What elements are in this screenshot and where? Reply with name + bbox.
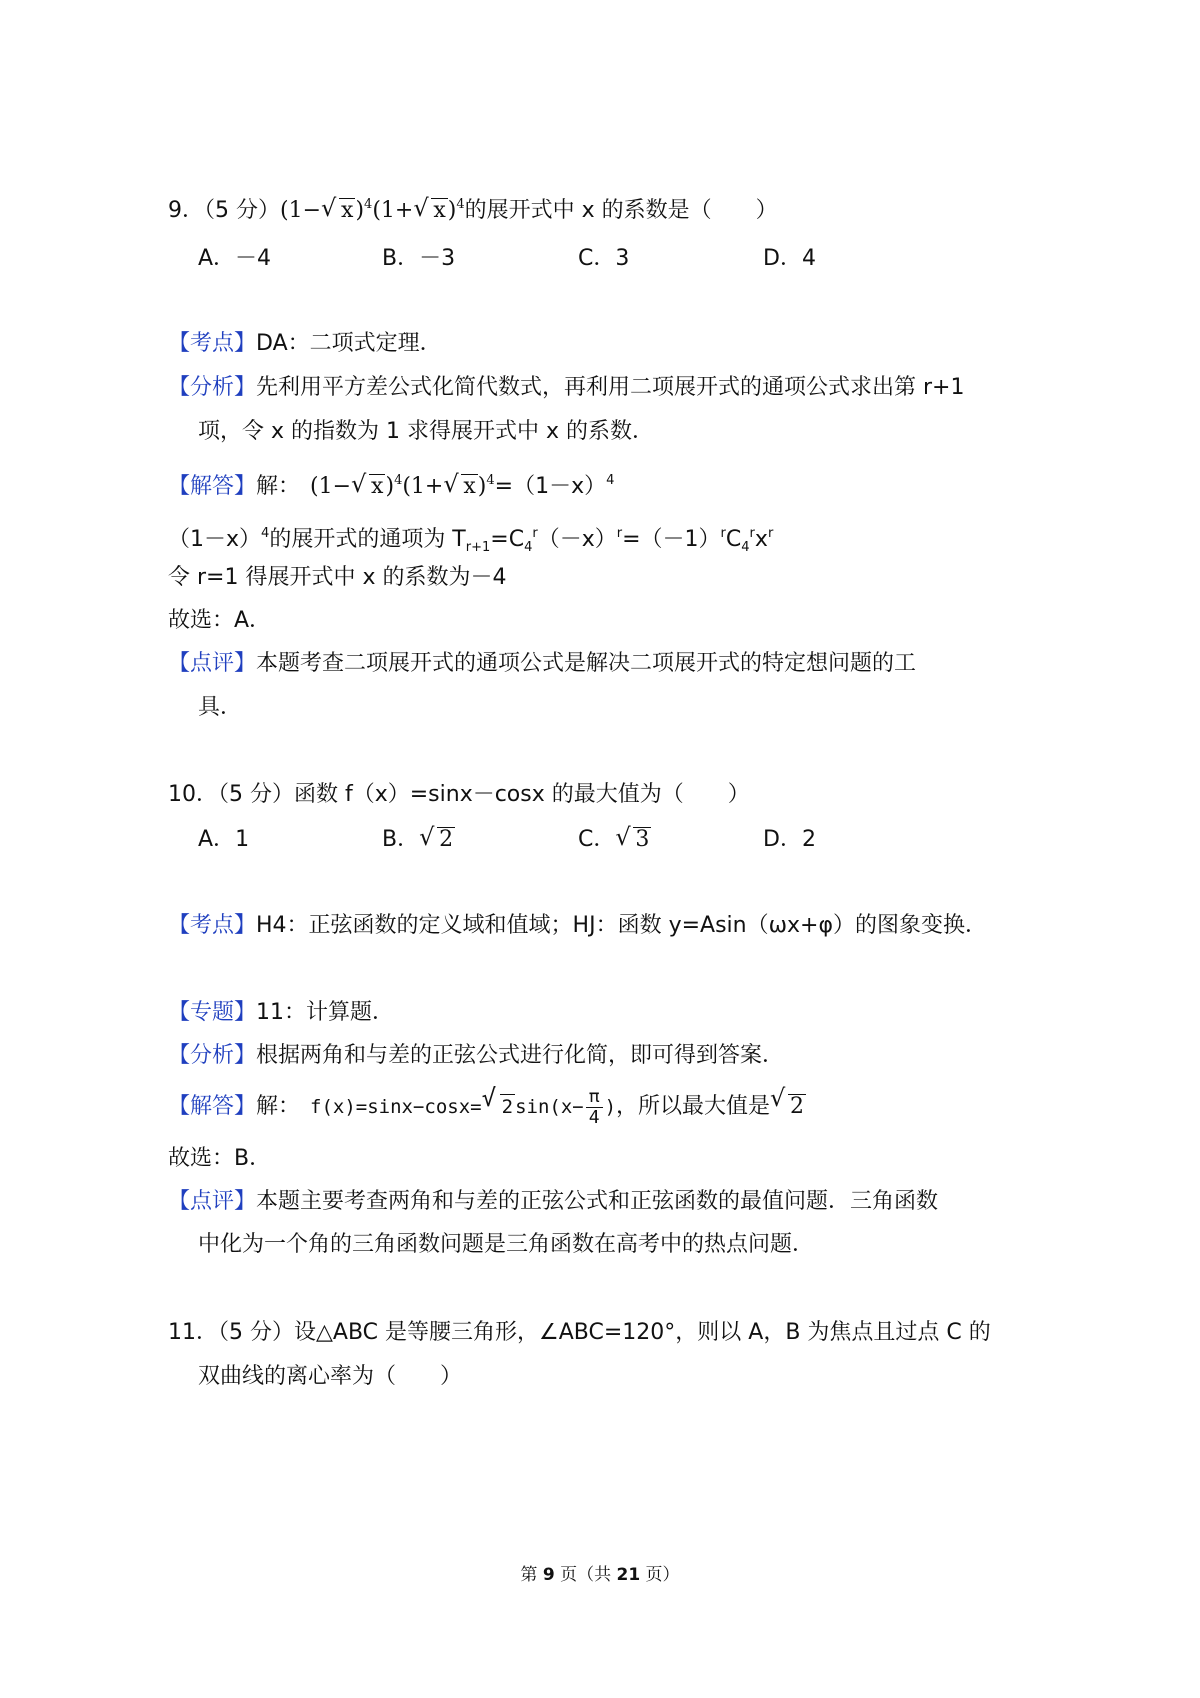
q10-kaodian: 【考点】H4：正弦函数的定义域和值域；HJ：函数 y=Asin（ωx+φ）的图象变换．: [168, 913, 987, 938]
q9-jieda: 【解答】解： (1− √ x)$^4$(1+ √ $x)^4=(1-x)^4$: [168, 466, 614, 502]
q9-option-c: C．3: [578, 246, 630, 271]
q9-option-d: D．4: [763, 246, 816, 271]
q9-number: 9．（5 分）: [168, 198, 280, 223]
q10-option-b: B． √ 2: [382, 825, 455, 855]
kaodian-tag: 【考点】: [168, 913, 257, 938]
q10-option-c: C． √ 3: [578, 825, 651, 855]
q9-expression: (1− √ x)$^4$(1+ √ x)$^4$: [280, 198, 465, 223]
sqrt-icon: √ x: [443, 470, 476, 499]
q10-answer: 故选：B．: [168, 1146, 272, 1171]
q9-general-term: $(1-x)^4$的展开式的通项为 $T_{r+1}=C_4^r(-x)^r=(-1)^rC_4^rx^r$: [168, 526, 774, 555]
sqrt-icon: √ x: [321, 194, 354, 223]
q10-jieda-expression: f(x)=sinx−cosx= √ 2 sin(x− $\frac{\pi}{4}$ ): [310, 1084, 617, 1128]
fraction: $\frac{\pi}{4}$: [586, 1087, 603, 1128]
q9-dianping-cont: 具．: [198, 695, 243, 720]
q9-jieda-expression: (1− √ x)$^4$(1+ √ x)$^4$: [310, 474, 495, 499]
jieda-tag: 【解答】: [168, 1094, 257, 1119]
q9-fenxi-cont: 项，令 x 的指数为 1 求得展开式中 x 的系数．: [198, 419, 654, 444]
q10-option-d: D．2: [763, 827, 816, 852]
sqrt-icon: √ x: [351, 470, 384, 499]
q9-fenxi: 【分析】先利用平方差公式化简代数式，再利用二项展开式的通项公式求出第 r+1: [168, 375, 965, 400]
q10-jieda: 【解答】解： f(x)=sinx−cosx= √ 2 sin(x− $\frac{\pi}{4}$ )，所以最大值是 √ 2: [168, 1084, 805, 1128]
q10-dianping-cont: 中化为一个角的三角函数问题是三角函数在高考中的热点问题．: [198, 1232, 815, 1257]
q10-option-a: A．1: [198, 827, 250, 852]
sqrt-icon: √ 2: [481, 1084, 514, 1118]
dianping-tag: 【点评】: [168, 1189, 257, 1214]
q9-kaodian: 【考点】DA：二项式定理．: [168, 331, 442, 356]
kaodian-tag: 【考点】: [168, 331, 257, 356]
jieda-tag: 【解答】: [168, 474, 257, 499]
q9-stem: 9．（5 分）(1− √ x)$^4$(1+ √ x)$^4$的展开式中 x 的系数是（ ）: [168, 190, 778, 226]
dianping-tag: 【点评】: [168, 651, 257, 676]
q10-dianping: 【点评】本题主要考查两角和与差的正弦公式和正弦函数的最值问题．三角函数: [168, 1189, 939, 1214]
zhuanti-tag: 【专题】: [168, 1000, 257, 1025]
q11-stem: 11．（5 分）设△ABC 是等腰三角形，∠ABC=120°，则以 A，B 为焦点且过点 C 的: [168, 1320, 991, 1345]
q10-fenxi: 【分析】根据两角和与差的正弦公式进行化简，即可得到答案．: [168, 1043, 785, 1068]
sqrt-icon: √ 2: [419, 823, 454, 852]
q10-zhuanti: 【专题】11：计算题．: [168, 1000, 395, 1025]
q9-option-a: A．－4: [198, 246, 272, 271]
page-number: 9: [542, 1565, 555, 1585]
q9-r-line: 令 r=1 得展开式中 x 的系数为－4: [168, 565, 507, 590]
sqrt-icon: √ x: [413, 194, 446, 223]
page-footer: 第 9 页（共 21 页）: [520, 1565, 680, 1585]
fenxi-tag: 【分析】: [168, 375, 257, 400]
q9-dianping: 【点评】本题考查二项展开式的通项公式是解决二项展开式的特定想问题的工: [168, 651, 917, 676]
q11-stem-cont: 双曲线的离心率为（ ）: [198, 1364, 463, 1389]
sqrt-icon: √ 3: [615, 823, 650, 852]
q9-option-b: B．－3: [382, 246, 456, 271]
q10-stem: 10．（5 分）函数 f（x）=sinx－cosx 的最大值为（ ）: [168, 782, 750, 807]
page-total: 21: [616, 1565, 641, 1585]
fenxi-tag: 【分析】: [168, 1043, 257, 1068]
q9-answer: 故选：A．: [168, 608, 272, 633]
sqrt-icon: √ 2: [770, 1084, 805, 1119]
